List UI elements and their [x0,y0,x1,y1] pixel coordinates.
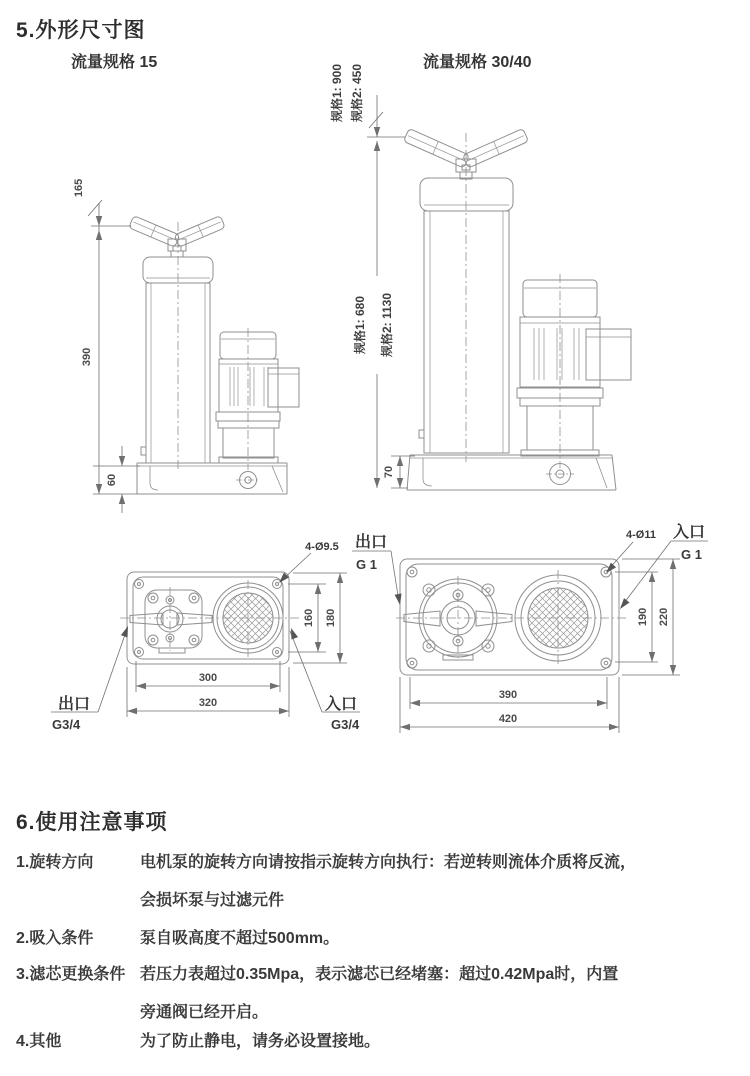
note4-label: 4.其他 [16,1033,62,1050]
right-cap [420,178,513,211]
right-plan-view [352,522,708,733]
left-plan-holes-label: 4-Ø9.5 [305,541,339,553]
dim-190: 190 [637,607,649,627]
note2-label: 2.吸入条件 [16,930,94,947]
right-side-view [329,64,631,490]
note3-line2: 旁通阀已经开启。 [140,1004,269,1021]
left-handle [129,216,226,257]
left-plan-pump [130,590,212,653]
left-inlet-label: 入口 [324,696,358,713]
note3-line1: 若压力表超过0.35Mpa，表示滤芯已经堵塞：超过0.42Mpa时，内置 [140,966,619,983]
left-side-dimensions [88,200,140,513]
right-inlet-thread: G 1 [681,547,702,562]
dim-60: 60 [106,473,118,487]
left-motor [216,328,299,470]
note2-line1: 泵自吸高度不超过500mm。 [140,930,340,947]
right-side-dimensions [367,95,415,488]
section5-heading: 5.外形尺寸图 [16,19,146,42]
dim-165: 165 [73,178,85,198]
right-plan-holes-label: 4-Ø11 [626,529,656,541]
right-cylinder [424,211,509,453]
right-motor [517,274,631,468]
dim-180: 180 [325,608,337,628]
dim-spec2-1130: 规格2: 1130 [380,292,394,358]
left-outlet-label: 出口 [57,696,91,713]
right-plan-dimensions [352,541,708,733]
left-outlet-thread: G3/4 [52,717,81,732]
dim-300: 300 [198,672,218,684]
right-base [407,455,616,490]
note1-line1: 电机泵的旋转方向请按指示旋转方向执行：若逆转则流体介质将反流， [140,854,637,871]
left-plan-dimensions [51,553,360,717]
dim-160: 160 [303,608,315,628]
dim-70: 70 [383,465,395,479]
right-plan-fan [515,575,601,661]
right-outlet-thread: G 1 [356,557,377,572]
dim-420: 420 [498,713,518,725]
section6-heading: 6.使用注意事项 [16,811,168,834]
note1-line2: 会损坏泵与过滤元件 [140,892,285,909]
note1-label: 1.旋转方向 [16,854,94,871]
dim-390p: 390 [498,689,518,701]
note3-label: 3.滤芯更换条件 [16,966,126,983]
left-base [137,463,287,494]
right-drawing-title: 流量规格 30/40 [423,54,532,71]
left-plan-fan [213,583,283,653]
dim-220: 220 [658,607,670,627]
right-outlet-label: 出口 [354,534,388,551]
left-side-view [73,179,299,513]
left-plan-view [51,541,360,732]
dim-390: 390 [81,347,93,367]
dim-spec2-450: 规格2: 450 [350,63,364,123]
note4-line1: 为了防止静电，请务必设置接地。 [140,1033,381,1050]
dim-spec1-900: 规格1: 900 [330,63,344,123]
left-inlet-thread: G3/4 [331,717,360,732]
right-inlet-label: 入口 [672,524,706,541]
dim-320: 320 [198,697,218,709]
left-drawing-title: 流量规格 15 [71,54,158,71]
dim-spec1-680: 规格1: 680 [353,295,367,355]
